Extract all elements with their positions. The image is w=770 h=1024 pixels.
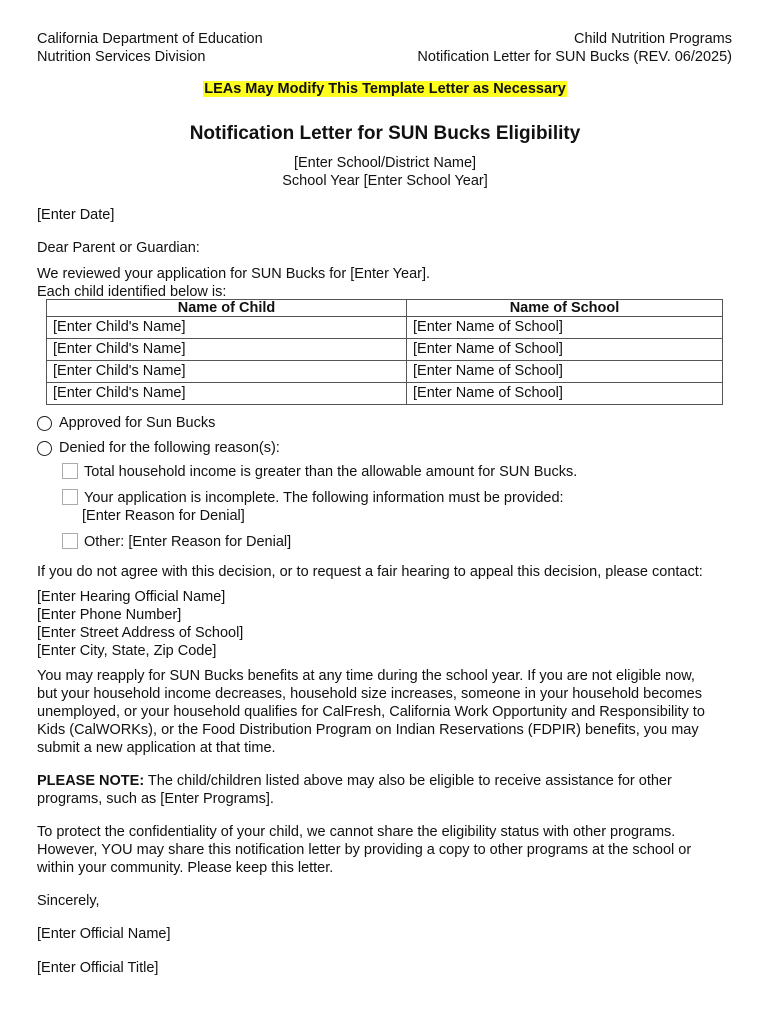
- reason-incomplete-label: Your application is incomplete. The following information must be provided:: [84, 490, 564, 506]
- salutation: Dear Parent or Guardian:: [37, 240, 200, 256]
- reason-other[interactable]: [62, 533, 291, 551]
- paragraph-line: Kids (CalWORKs), or the Food Distribution Program on Indian Reservations (FDPIR) benefits, you may: [37, 722, 699, 738]
- contact-block: [37, 588, 243, 660]
- paragraph-line: To protect the confidentiality of your child, we cannot share the eligibility status with other programs.: [37, 824, 676, 840]
- paragraph-line: but your household income decreases, household size increases, someone in your household becomes: [37, 686, 702, 702]
- paragraph-line: within your community. Please keep this letter.: [37, 860, 334, 876]
- intro-line: We reviewed your application for SUN Bucks for [Enter Year].: [37, 266, 431, 282]
- header-program: Child Nutrition Programs: [574, 31, 732, 47]
- reason-other-label: Other: [Enter Reason for Denial]: [84, 534, 292, 550]
- incomplete-detail: [Enter Reason for Denial]: [82, 508, 245, 524]
- child-name-cell: [Enter Child's Name]: [47, 317, 407, 339]
- school-name-cell: [Enter Name of School]: [407, 339, 723, 361]
- denied-radio[interactable]: [37, 441, 52, 456]
- table-row: [47, 317, 723, 339]
- reason-income[interactable]: [62, 463, 577, 481]
- incomplete-checkbox[interactable]: [62, 489, 78, 505]
- confidential-paragraph: [37, 823, 737, 877]
- modify-banner: LEAs May Modify This Template Letter as Necessary: [204, 81, 566, 97]
- approved-option[interactable]: [37, 414, 215, 432]
- table-row: [47, 339, 723, 361]
- paragraph-line: unemployed, or your household qualifies for CalFresh, California Work Opportunity and Responsibility to: [37, 704, 705, 720]
- school-name-cell: [Enter Name of School]: [407, 383, 723, 405]
- other-checkbox[interactable]: [62, 533, 78, 549]
- school-name: [Enter School/District Name]: [293, 155, 477, 171]
- official-name: [Enter Official Name]: [37, 926, 171, 942]
- paragraph-line: However, YOU may share this notification letter by providing a copy to other programs at the school or: [37, 842, 692, 858]
- paragraph-line: submit a new application at that time.: [37, 740, 276, 756]
- table-row: [47, 361, 723, 383]
- column-header: Name of Child: [47, 300, 407, 317]
- header-department: California Department of Education: [37, 31, 263, 47]
- note-paragraph: [37, 772, 737, 808]
- note-text: programs, such as [Enter Programs].: [37, 791, 274, 807]
- contact-city: [Enter City, State, Zip Code]: [37, 643, 217, 659]
- approved-label: Approved for Sun Bucks: [59, 415, 216, 431]
- page-title: Notification Letter for SUN Bucks Eligibility: [189, 123, 581, 144]
- school-year: School Year [Enter School Year]: [282, 173, 488, 189]
- approved-radio[interactable]: [37, 416, 52, 431]
- denied-option[interactable]: [37, 439, 280, 457]
- note-label: PLEASE NOTE:: [37, 773, 145, 789]
- letter-date: [Enter Date]: [37, 207, 115, 223]
- contact-street: [Enter Street Address of School]: [37, 625, 244, 641]
- reapply-paragraph: [37, 667, 737, 757]
- table-row: [47, 383, 723, 405]
- paragraph-line: You may reapply for SUN Bucks benefits at any time during the school year. If you are not eligible now,: [37, 668, 695, 684]
- income-checkbox[interactable]: [62, 463, 78, 479]
- banner-wrapper: [0, 80, 770, 98]
- reason-incomplete[interactable]: [62, 489, 564, 507]
- denied-label: Denied for the following reason(s):: [59, 440, 280, 456]
- closing: Sincerely,: [37, 893, 100, 909]
- contact-phone: [Enter Phone Number]: [37, 607, 182, 623]
- intro-line: Each child identified below is:: [37, 284, 227, 300]
- contact-name: [Enter Hearing Official Name]: [37, 589, 226, 605]
- reason-income-label: Total household income is greater than the allowable amount for SUN Bucks.: [84, 464, 578, 480]
- child-name-cell: [Enter Child's Name]: [47, 339, 407, 361]
- header-left: [37, 30, 263, 66]
- header-form-id: Notification Letter for SUN Bucks (REV. 06/2025): [417, 49, 732, 65]
- official-title: [Enter Official Title]: [37, 960, 159, 976]
- note-text: The child/children listed above may also be eligible to receive assistance for other: [144, 773, 672, 789]
- appeal-text: If you do not agree with this decision, or to request a fair hearing to appeal this decision, please contact:: [37, 564, 703, 580]
- header-division: Nutrition Services Division: [37, 49, 206, 65]
- child-name-cell: [Enter Child's Name]: [47, 361, 407, 383]
- column-header: Name of School: [407, 300, 723, 317]
- school-name-cell: [Enter Name of School]: [407, 361, 723, 383]
- school-name-cell: [Enter Name of School]: [407, 317, 723, 339]
- child-name-cell: [Enter Child's Name]: [47, 383, 407, 405]
- children-table: [46, 299, 723, 405]
- table-header-row: [47, 300, 723, 317]
- header-right: [417, 30, 732, 66]
